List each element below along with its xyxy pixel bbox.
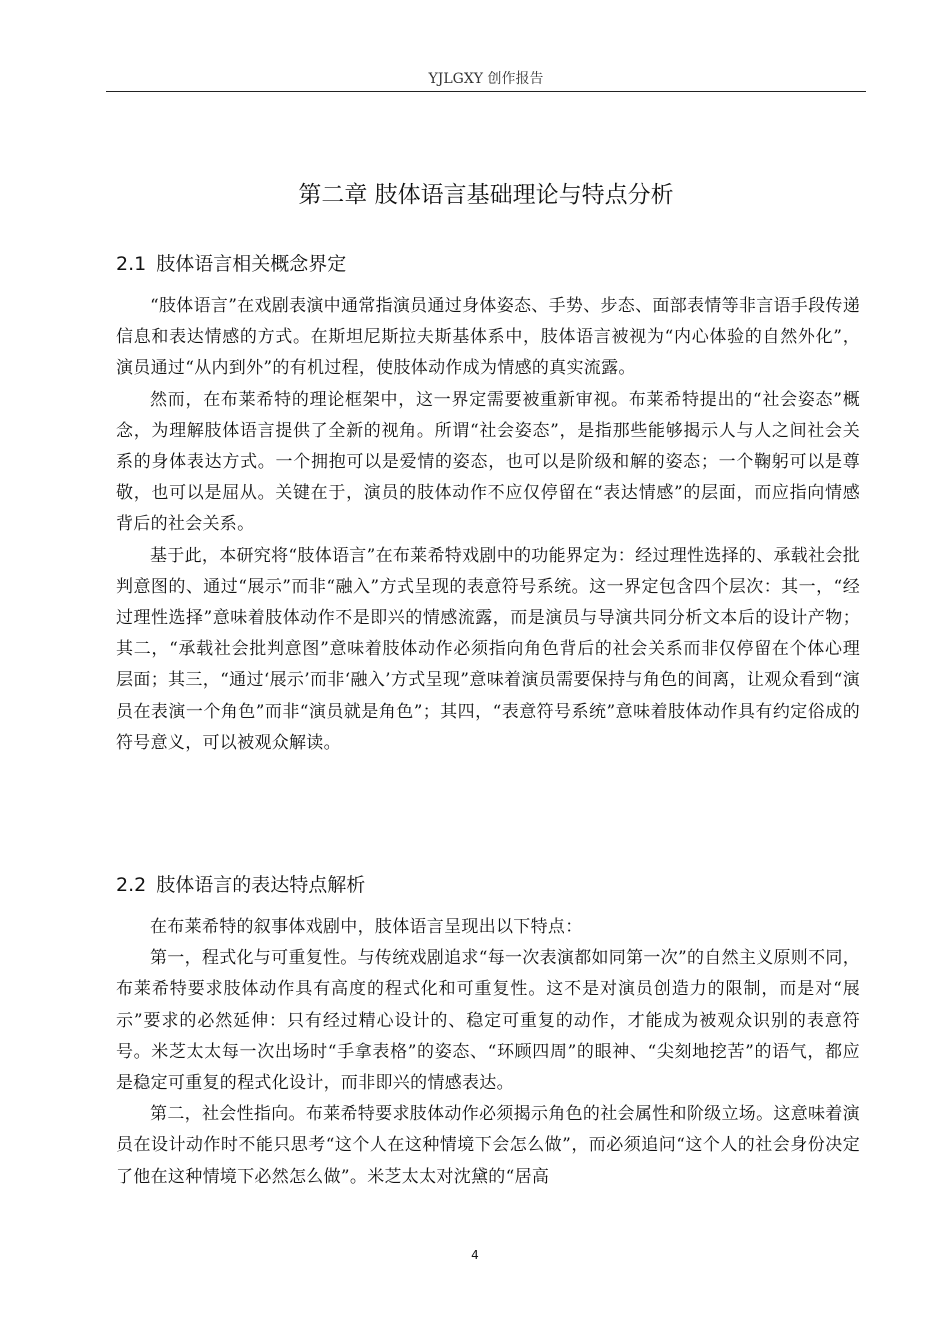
paragraph: 第二，社会性指向。布莱希特要求肢体动作必须揭示角色的社会属性和阶级立场。这意味着演员在设计动作时不能只思考“这个人在这种情境下会怎么做”，而必须追问“这个人的社会身份决定了他在这种情境下必然怎么做”。米芝太太对沈黛的“居高 xyxy=(116,1104,860,1187)
section-2-1-body xyxy=(116,291,860,759)
section-2-2-body xyxy=(116,912,860,1193)
paragraph: 然而，在布莱希特的理论框架中，这一界定需要被重新审视。布莱希特提出的“社会姿态”概念，为理解肢体语言提供了全新的视角。所谓“社会姿态”，是指那些能够揭示人与人之间社会关系的身体表达方式。一个拥抱可以是爱情的姿态，也可以是阶级和解的姿态；一个鞠躬可以是尊敬，也可以是屈从。关键在于，演员的肢体动作不应仅停留在“表达情感”的层面，而应指向情感背后的社会关系。 xyxy=(116,389,860,535)
section-heading-2-1 xyxy=(116,251,346,277)
section-title: 肢体语言相关概念界定 xyxy=(156,253,347,275)
paragraph: “肢体语言”在戏剧表演中通常指演员通过身体姿态、手势、步态、面部表情等非言语手段传递信息和表达情感的方式。在斯坦尼斯拉夫斯基体系中，肢体语言被视为“内心体验的自然外化”，演员通过“从内到外”的有机过程，使肢体动作成为情感的真实流露。 xyxy=(116,296,860,379)
section-heading-2-2 xyxy=(116,872,365,898)
paragraph: 在布莱希特的叙事体戏剧中，肢体语言呈现出以下特点： xyxy=(150,917,583,937)
header-divider xyxy=(106,91,866,92)
paragraph: 基于此，本研究将“肢体语言”在布莱希特戏剧中的功能界定为：经过理性选择的、承载社会批判意图的、通过“展示”而非“融入”方式呈现的表意符号系统。这一界定包含四个层次：其一，“经过理性选择”意味着肢体动作不是即兴的情感流露，而是演员与导演共同分析文本后的设计产物；其二，“承载社会批判意图”意味着肢体动作必须指向角色背后的社会关系而非仅停留在个体心理层面；其三，“通过‘展示’而非‘融入’方式呈现”意味着演员需要保持与角色的间离，让观众看到“演员在表演一个角色”而非“演员就是角色”；其四，“表意符号系统”意味着肢体动作具有约定俗成的符号意义，可以被观众解读。 xyxy=(116,545,860,753)
paragraph: 第一，程式化与可重复性。与传统戏剧追求“每一次表演都如同第一次”的自然主义原则不同，布莱希特要求肢体动作具有高度的程式化和可重复性。这不是对演员创造力的限制，而是对“展示”要求的必然延伸：只有经过精心设计的、稳定可重复的动作，才能成为被观众识别的表意符号。米芝太太每一次出场时“手拿表格”的姿态、“环顾四周”的眼神、“尖刻地挖苦”的语气，都应是稳定可重复的程式化设计，而非即兴的情感表达。 xyxy=(116,948,860,1094)
section-title: 肢体语言的表达特点解析 xyxy=(156,874,366,896)
section-number: 2.2 xyxy=(116,874,147,896)
running-header: YJLGXY 创作报告 xyxy=(428,71,544,87)
chapter-title: 第二章 肢体语言基础理论与特点分析 xyxy=(298,182,674,208)
page-number: 4 xyxy=(471,1248,479,1262)
section-number: 2.1 xyxy=(116,253,147,275)
